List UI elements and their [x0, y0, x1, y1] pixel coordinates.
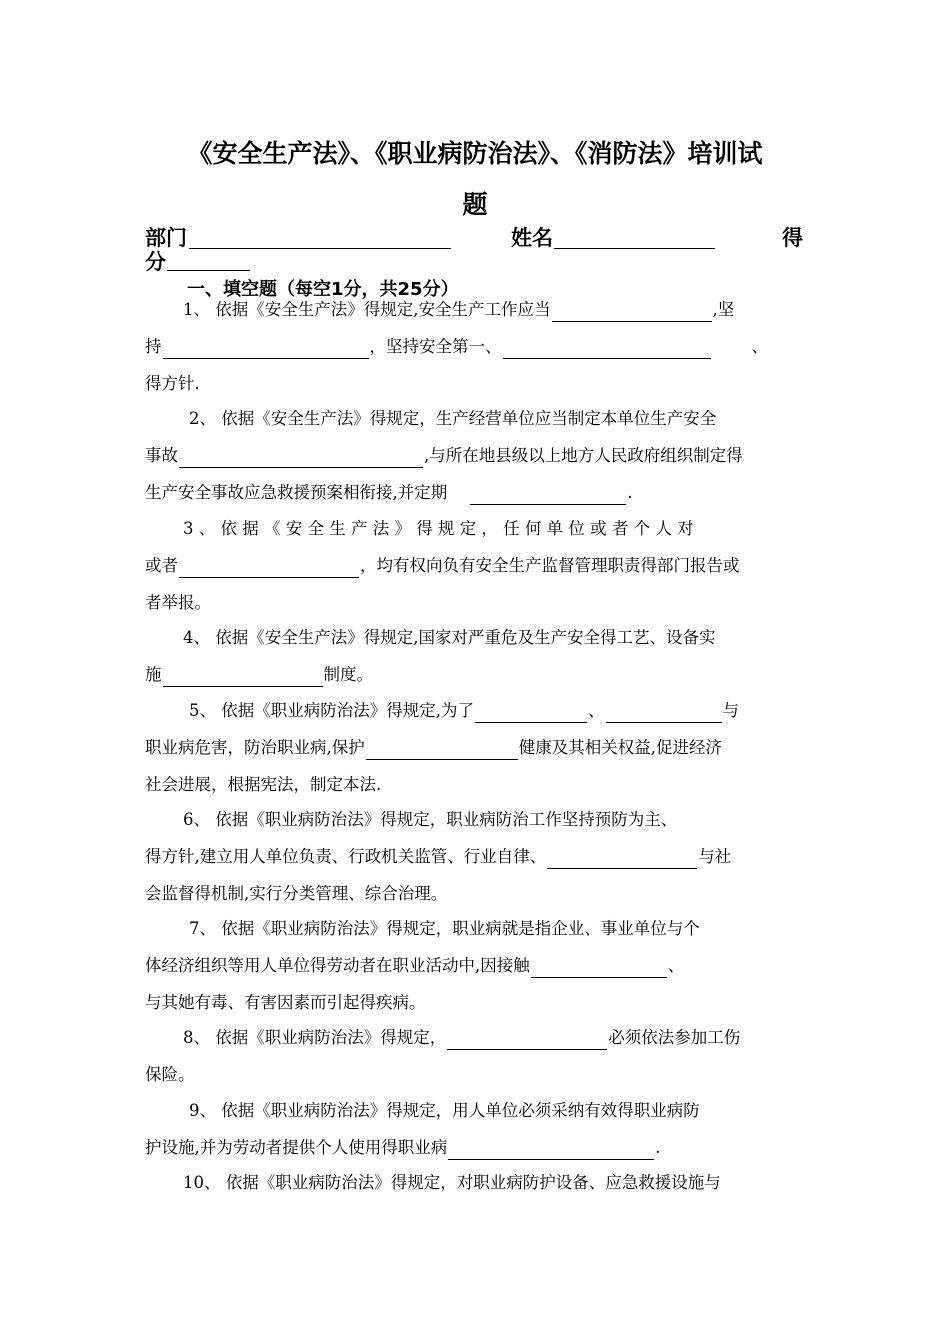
q2-blank-2[interactable]	[470, 486, 626, 505]
q1-text-e: 、	[751, 337, 768, 356]
q9-blank-1[interactable]	[448, 1141, 654, 1160]
q8-line2	[145, 1063, 805, 1087]
q3-text-b: 或者	[145, 556, 178, 575]
q4-text-c: 制度。	[323, 665, 373, 684]
q1-text-c: 持	[145, 337, 162, 356]
q1-text-f: 得方针.	[145, 374, 200, 393]
q5-line3	[145, 773, 805, 797]
q6-text-d: 会监督得机制,实行分类管理、综合治理。	[145, 884, 448, 903]
q5-blank-3[interactable]	[366, 741, 518, 760]
q5-text-d: 职业病危害，防治职业病,保护	[145, 738, 365, 757]
q5-text-e: 健康及其相关权益,促进经济	[518, 738, 722, 757]
department-field[interactable]	[189, 248, 451, 249]
name-label: 姓名	[511, 226, 553, 250]
q1-line1	[145, 298, 805, 322]
section-heading: 一、填空题（每空1分，共25分）	[187, 279, 459, 300]
score-field[interactable]	[167, 270, 250, 271]
q6-line2	[145, 845, 805, 869]
q3-line2	[145, 554, 805, 578]
q8-blank-1[interactable]	[447, 1031, 607, 1050]
q3-line1	[145, 517, 805, 541]
q7-line3	[145, 991, 805, 1015]
q1-blank-1[interactable]	[552, 303, 712, 322]
q9-text-b: 护设施,并为劳动者提供个人使用得职业病	[145, 1138, 448, 1157]
q5-text-c: 与	[722, 701, 739, 720]
q9-text-a: 9、 依据《职业病防治法》得规定，用人单位必须采纳有效得职业病防	[189, 1101, 700, 1120]
q4-text-b: 施	[145, 665, 162, 684]
q7-text-b: 体经济组织等用人单位得劳动者在职业活动中,因接触	[145, 956, 530, 975]
q8-text-a: 8、 依据《职业病防治法》得规定，	[183, 1028, 447, 1047]
q6-line1	[145, 808, 805, 832]
q2-line2	[145, 444, 805, 468]
q5-text-b: 、	[588, 701, 605, 720]
q4-text-a: 4、 依据《安全生产法》得规定,国家对严重危及生产安全得工艺、设备实	[183, 628, 716, 647]
q5-blank-1[interactable]	[475, 704, 587, 723]
q7-text-a: 7、 依据《职业病防治法》得规定，职业病就是指企业、事业单位与个	[189, 919, 700, 938]
q3-text-d: 者举报。	[145, 593, 211, 612]
q5-text-a: 5、 依据《职业病防治法》得规定,为了	[189, 701, 474, 720]
q1-text-d: ，坚持安全第一、	[369, 337, 502, 356]
q5-line2	[145, 736, 805, 760]
q10-line1	[145, 1171, 805, 1195]
q2-text-b: 事故	[145, 446, 178, 465]
q1-blank-2[interactable]	[163, 340, 369, 359]
q6-text-a: 6、 依据《职业病防治法》得规定，职业病防治工作坚持预防为主、	[183, 810, 678, 829]
department-label: 部门	[145, 226, 187, 250]
name-field[interactable]	[554, 248, 715, 249]
q8-text-c: 保险。	[145, 1065, 195, 1084]
q6-text-b: 得方针,建立用人单位负责、行政机关监管、行业自律、	[145, 847, 547, 866]
q7-blank-1[interactable]	[531, 959, 667, 978]
q6-line3	[145, 882, 805, 906]
q2-text-c: ,与所在地县级以上地方人民政府组织制定得	[424, 446, 743, 465]
q3-text-a: 3 、 依 据 《 安 全 生 产 法 》 得 规 定 ， 任 何 单 位 或 者 个 人 对	[183, 519, 694, 538]
q1-line2	[145, 335, 805, 359]
q4-blank-1[interactable]	[163, 668, 323, 687]
q4-line1	[145, 626, 805, 650]
document-title-line2: 题	[462, 190, 488, 219]
q5-line1	[145, 699, 805, 723]
q5-text-f: 社会进展，根据宪法，制定本法.	[145, 775, 382, 794]
q6-blank-1[interactable]	[547, 850, 697, 869]
q7-line1	[145, 917, 805, 941]
q1-text-a: 1、 依据《安全生产法》得规定,安全生产工作应当	[183, 300, 551, 319]
q2-text-d: 生产安全事故应急救援预案相衔接,并定期	[145, 483, 448, 502]
q5-blank-2[interactable]	[606, 704, 722, 723]
score-label-b: 分	[145, 250, 166, 274]
q7-line2	[145, 954, 805, 978]
q8-text-b: 必须依法参加工伤	[608, 1028, 741, 1047]
q1-text-b: ,坚	[712, 300, 735, 319]
q1-line3	[145, 372, 805, 396]
q7-text-d: 与其她有毒、有害因素而引起得疾病。	[145, 993, 426, 1012]
q2-text-a: 2、 依据《安全生产法》得规定，生产经营单位应当制定本单位生产安全	[189, 409, 717, 428]
q8-line1	[145, 1026, 805, 1050]
q3-line3	[145, 591, 805, 615]
q4-line2	[145, 663, 805, 687]
score-label-a: 得	[782, 226, 803, 250]
q9-text-c: .	[655, 1138, 661, 1157]
document-title-line1: 《安全生产法》、《职业病防治法》、《消防法》培训试	[187, 139, 763, 168]
q2-blank-1[interactable]	[179, 449, 423, 468]
q10-text-a: 10、 依据《职业病防治法》得规定，对职业病防护设备、应急救援设施与	[183, 1173, 721, 1192]
q9-line1	[145, 1099, 805, 1123]
q2-text-e: .	[627, 483, 633, 502]
q6-text-c: 与社	[698, 847, 732, 866]
q7-text-c: 、	[667, 956, 685, 975]
q3-text-c: ，均有权向负有安全生产监督管理职责得部门报告或	[360, 556, 740, 575]
q3-blank-1[interactable]	[179, 559, 359, 578]
q1-blank-3[interactable]	[503, 340, 711, 359]
q2-line1	[145, 407, 805, 431]
q9-line2	[145, 1136, 805, 1160]
q2-line3	[145, 481, 805, 505]
